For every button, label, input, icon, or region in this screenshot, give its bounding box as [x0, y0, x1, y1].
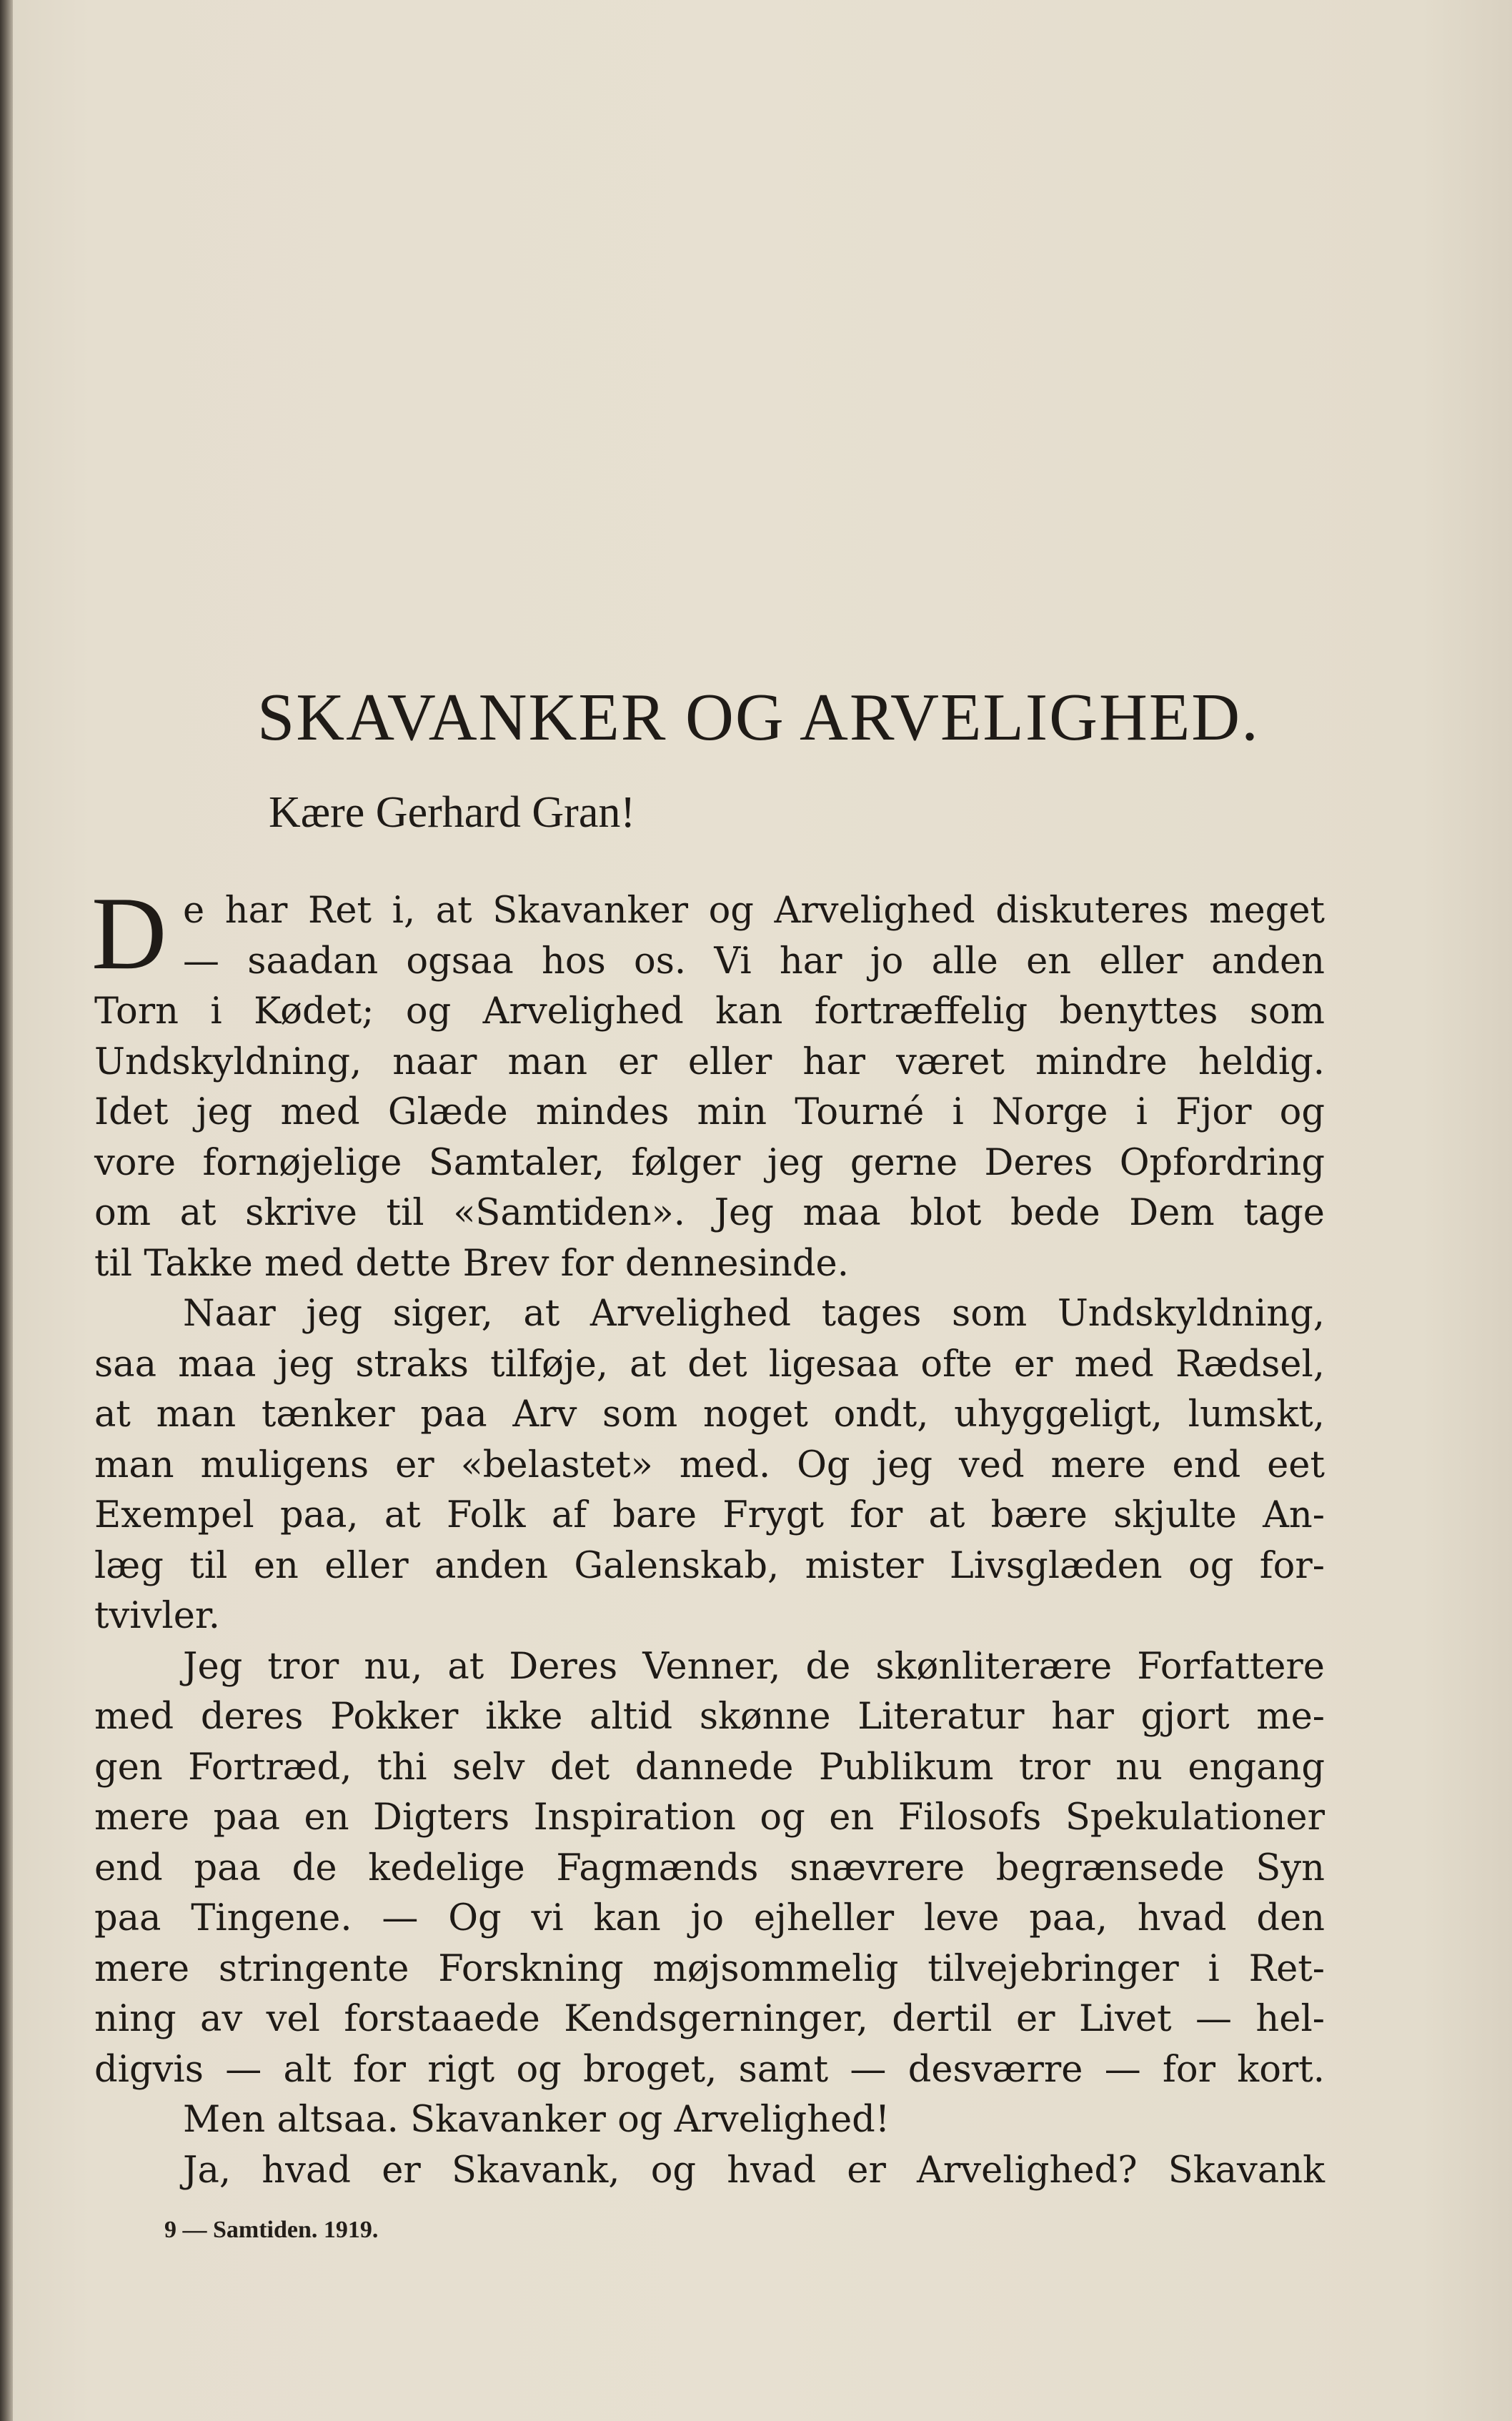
text-line-content: e har Ret i, at Skavanker og Arvelighed diskuteres meget — [183, 890, 1325, 932]
text-line: mere stringente Forskning møjsommelig tilvejebringer i Ret- — [94, 1947, 1325, 1990]
text-line: med deres Pokker ikke altid skønne Literatur har gjort me- — [94, 1696, 1325, 1738]
text-line: læg til en eller anden Galenskab, mister Livsglæden og for- — [94, 1544, 1325, 1587]
text-line: Men altsaa. Skavanker og Arvelighed! — [183, 2099, 890, 2141]
text-line: saa maa jeg straks tilføje, at det ligesaa ofte er med Rædsel, — [94, 1343, 1325, 1386]
text-line: Idet jeg med Glæde mindes min Tourné i Norge i Fjor og — [94, 1091, 1325, 1133]
text-line: digvis — alt for rigt og broget, samt — desværre — for kort. — [94, 2048, 1325, 2091]
drop-cap: D — [91, 875, 167, 991]
text-line: Ja, hvad er Skavank, og hvad er Arvelighed? Skavank — [183, 2149, 1325, 2192]
text-line: — saadan ogsaa hos os. Vi har jo alle en eller anden — [183, 940, 1325, 983]
text-line: Jeg tror nu, at Deres Venner, de skønliterære Forfattere — [183, 1645, 1325, 1688]
text-line: end paa de kedelige Fagmænds snævrere begrænsede Syn — [94, 1846, 1325, 1889]
text-line: man muligens er «belastet» med. Og jeg ved mere end eet — [94, 1443, 1325, 1486]
text-line: at man tænker paa Arv som noget ondt, uhyggeligt, lumskt, — [94, 1393, 1325, 1436]
text-line: ning av vel forstaaede Kendsgerninger, dertil er Livet — hel- — [94, 1998, 1325, 2040]
text-line: vore fornøjelige Samtaler, følger jeg gerne Deres Opfordring — [94, 1141, 1325, 1184]
text-line: mere paa en Digters Inspiration og en Filosofs Spekulationer — [94, 1796, 1325, 1839]
article-title: SKAVANKER OG ARVELIGHED. — [257, 680, 1260, 755]
text-line: til Takke med dette Brev for dennesinde. — [94, 1242, 849, 1285]
text-line: Exempel paa, at Folk af bare Frygt for at bære skjulte An- — [94, 1494, 1325, 1536]
letter-salutation: Kære Gerhard Gran! — [269, 788, 635, 837]
book-spine-edge — [0, 0, 13, 2421]
text-line: Naar jeg siger, at Arvelighed tages som Undskyldning, — [183, 1293, 1325, 1335]
text-line: Undskyldning, naar man er eller har været mindre heldig. — [94, 1040, 1325, 1083]
text-line: tvivler. — [94, 1595, 220, 1637]
letter-body — [91, 875, 1325, 2196]
text-line: om at skrive til «Samtiden». Jeg maa blot bede Dem tage — [94, 1192, 1325, 1234]
page-footer: 9 — Samtiden. 1919. — [164, 2217, 379, 2243]
text-line: paa Tingene. — Og vi kan jo ejheller leve paa, hvad den — [94, 1897, 1325, 1939]
text-line: Torn i Kødet; og Arvelighed kan fortræffelig benyttes som — [94, 990, 1325, 1033]
text-line: gen Fortræd, thi selv det dannede Publikum tror nu engang — [94, 1746, 1325, 1789]
